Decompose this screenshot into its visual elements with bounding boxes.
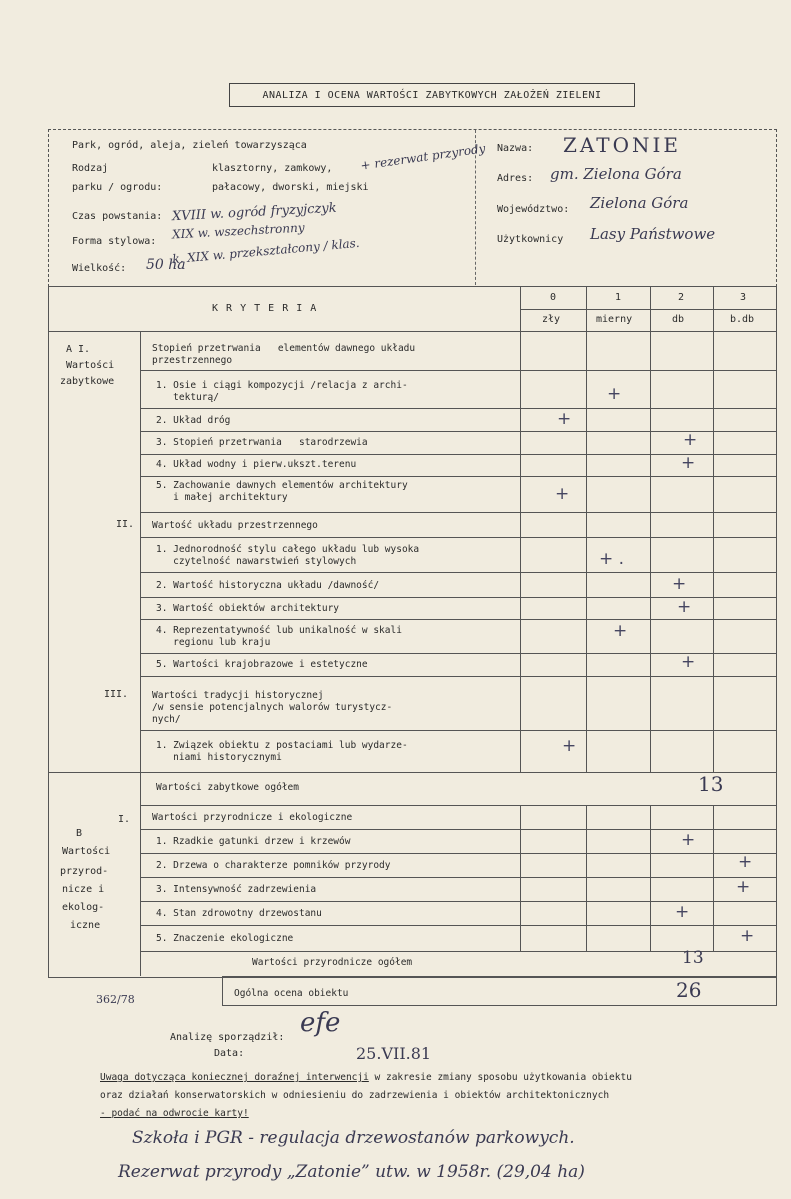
section-a-label-3: zabytkowe <box>60 376 115 387</box>
kryteria-header: K R Y T E R I A <box>212 303 318 314</box>
score-3-label: b.db <box>730 314 755 325</box>
section-b-label-6: iczne <box>70 920 101 931</box>
section-b-label-2: Wartości <box>62 846 111 857</box>
roman-ii: II. <box>116 519 135 530</box>
section-a-label-2: Wartości <box>66 360 115 371</box>
mark-b1-2: + <box>738 852 753 872</box>
mark-b1-1: + <box>681 830 696 850</box>
parku-label: parku / ogrodu: <box>72 182 163 193</box>
note-line-3: - podać na odwrocie karty! <box>100 1108 249 1119</box>
score-2-num: 2 <box>678 292 685 303</box>
criterion-a2-5: 5. Wartości krajobrazowe i estetyczne <box>156 659 368 670</box>
mark-a2-1: + . <box>599 549 625 569</box>
czas-label: Czas powstania: <box>72 211 163 222</box>
criterion-b1-1: 1. Rzadkie gatunki drzew i krzewów <box>156 836 351 847</box>
date-value: 25.VII.81 <box>356 1044 432 1063</box>
rodzaj-options: klasztorny, zamkowy, <box>212 163 333 174</box>
form-title: ANALIZA I OCENA WARTOŚCI ZABYTKOWYCH ZAŁOŻEŃ ZIELENI <box>229 83 635 107</box>
overall-label: Ogólna ocena obiektu <box>234 988 349 999</box>
mark-a1-1: + <box>607 384 622 404</box>
section-a-label-1: A I. <box>66 344 91 355</box>
section-b-roman: I. <box>118 814 131 825</box>
woj-label: Województwo: <box>497 204 570 215</box>
uzyt-label: Użytkownicy <box>497 234 564 245</box>
mark-a1-4: + <box>681 453 696 473</box>
analiza-label: Analizę sporządził: <box>170 1032 285 1043</box>
criterion-a2-2: 2. Wartość historyczna układu /dawność/ <box>156 580 380 591</box>
mark-b1-3: + <box>736 877 751 897</box>
mark-a1-3: + <box>683 430 698 450</box>
mark-a1-5: + <box>555 484 570 504</box>
nazwa-value: ZATONIE <box>563 133 681 157</box>
criterion-a2-3: 3. Wartość obiektów architektury <box>156 603 340 614</box>
nazwa-label: Nazwa: <box>497 143 534 154</box>
forma-label: Forma stylowa: <box>72 236 157 247</box>
rodzaj-label: Rodzaj <box>72 163 109 174</box>
mark-a1-2: + <box>557 409 572 429</box>
criterion-b1-5: 5. Znaczenie ekologiczne <box>156 933 294 944</box>
criterion-a1-4: 4. Układ wodny i pierw.ukszt.terenu <box>156 459 357 470</box>
note-line-1 <box>100 1072 632 1083</box>
section-b-label-3: przyrod- <box>60 866 109 877</box>
criterion-a1-5: 5. Zachowanie dawnych elementów architektury i małej architektury <box>156 480 408 503</box>
signature: efe <box>300 1008 341 1038</box>
parku-options: pałacowy, dworski, miejski <box>212 182 369 193</box>
overall-value: 26 <box>676 978 702 1002</box>
mark-b1-4: + <box>675 902 690 922</box>
rodzaj-handwritten: + rezerwat przyrody <box>359 141 487 173</box>
group-a1-title: Stopień przetrwania elementów dawnego układu przestrzennego <box>152 343 416 366</box>
uzyt-value: Lasy Państwowe <box>590 225 716 243</box>
score-0-label: zły <box>542 314 561 325</box>
score-1-num: 1 <box>615 292 622 303</box>
adres-value: gm. Zielona Góra <box>550 165 682 183</box>
b-total-value: 13 <box>682 948 704 968</box>
mark-a2-2: + <box>672 574 687 594</box>
criterion-a1-2: 2. Układ dróg <box>156 415 231 426</box>
woj-value: Zielona Góra <box>590 194 689 212</box>
note-line-2: oraz działań konserwatorskich w odniesieniu do zadrzewienia i obiektów architektonicznych <box>100 1090 610 1101</box>
group-a3-title: Wartości tradycji historycznej /w sensie potencjalnych walorów turystycz- nych/ <box>152 690 393 725</box>
criterion-a3-1: 1. Związek obiektu z postaciami lub wydarze- niami historycznymi <box>156 740 408 763</box>
mark-a2-4: + <box>613 621 628 641</box>
score-0-num: 0 <box>550 292 557 303</box>
park-types: Park, ogród, aleja, zieleń towarzysząca <box>72 140 307 151</box>
b-total-label: Wartości przyrodnicze ogółem <box>252 957 413 968</box>
note-rest: w zakresie zmiany sposobu użytkowania obiektu <box>368 1072 632 1083</box>
score-1-label: mierny <box>596 314 633 325</box>
group-b1-title: Wartości przyrodnicze i ekologiczne <box>152 812 353 823</box>
criterion-a1-3: 3. Stopień przetrwania starodrzewia <box>156 437 368 448</box>
section-b-label-5: ekolog- <box>62 902 105 913</box>
mark-a2-5: + <box>681 652 696 672</box>
criterion-a2-1: 1. Jednorodność stylu całego układu lub wysoka czytelność nawarstwień stylowych <box>156 544 420 567</box>
czas-value: XVIII w. ogród fryzyjczyk <box>171 200 337 225</box>
criterion-a1-1: 1. Osie i ciągi kompozycji /relacja z archi- tekturą/ <box>156 380 408 403</box>
adres-label: Adres: <box>497 173 534 184</box>
forma-value-2: k. XIX w. przekształcony / klas. <box>171 235 361 267</box>
mark-a2-3: + <box>677 597 692 617</box>
criterion-b1-4: 4. Stan zdrowotny drzewostanu <box>156 908 322 919</box>
mark-a3-1: + <box>562 736 577 756</box>
section-b-label-1: B <box>76 828 83 839</box>
score-2-label: db <box>672 314 685 325</box>
section-b-label-4: nicze i <box>62 884 105 895</box>
wielkosc-value: 50 ha <box>146 257 186 273</box>
group-a2-title: Wartość układu przestrzennego <box>152 520 318 531</box>
forma-value-1: XIX w. wszechstronny <box>171 220 305 242</box>
catalog-number: 362/78 <box>96 993 135 1006</box>
criterion-b1-3: 3. Intensywność zadrzewienia <box>156 884 317 895</box>
wielkosc-label: Wielkość: <box>72 263 127 274</box>
criterion-b1-2: 2. Drzewa o charakterze pomników przyrody <box>156 860 391 871</box>
score-3-num: 3 <box>740 292 747 303</box>
a-total-value: 13 <box>698 772 724 796</box>
handwritten-note-1: Szkoła i PGR - regulacja drzewostanów parkowych. <box>132 1128 575 1148</box>
roman-iii: III. <box>104 689 129 700</box>
criterion-a2-4: 4. Reprezentatywność lub unikalność w skali regionu lub kraju <box>156 625 402 648</box>
handwritten-note-2: Rezerwat przyrody „Zatonie” utw. w 1958r. (29,04 ha) <box>118 1162 585 1182</box>
data-label: Data: <box>214 1048 245 1059</box>
a-total-label: Wartości zabytkowe ogółem <box>156 782 299 793</box>
mark-b1-5: + <box>740 926 755 946</box>
note-underlined: Uwaga dotycząca koniecznej doraźnej interwencji <box>100 1072 369 1083</box>
